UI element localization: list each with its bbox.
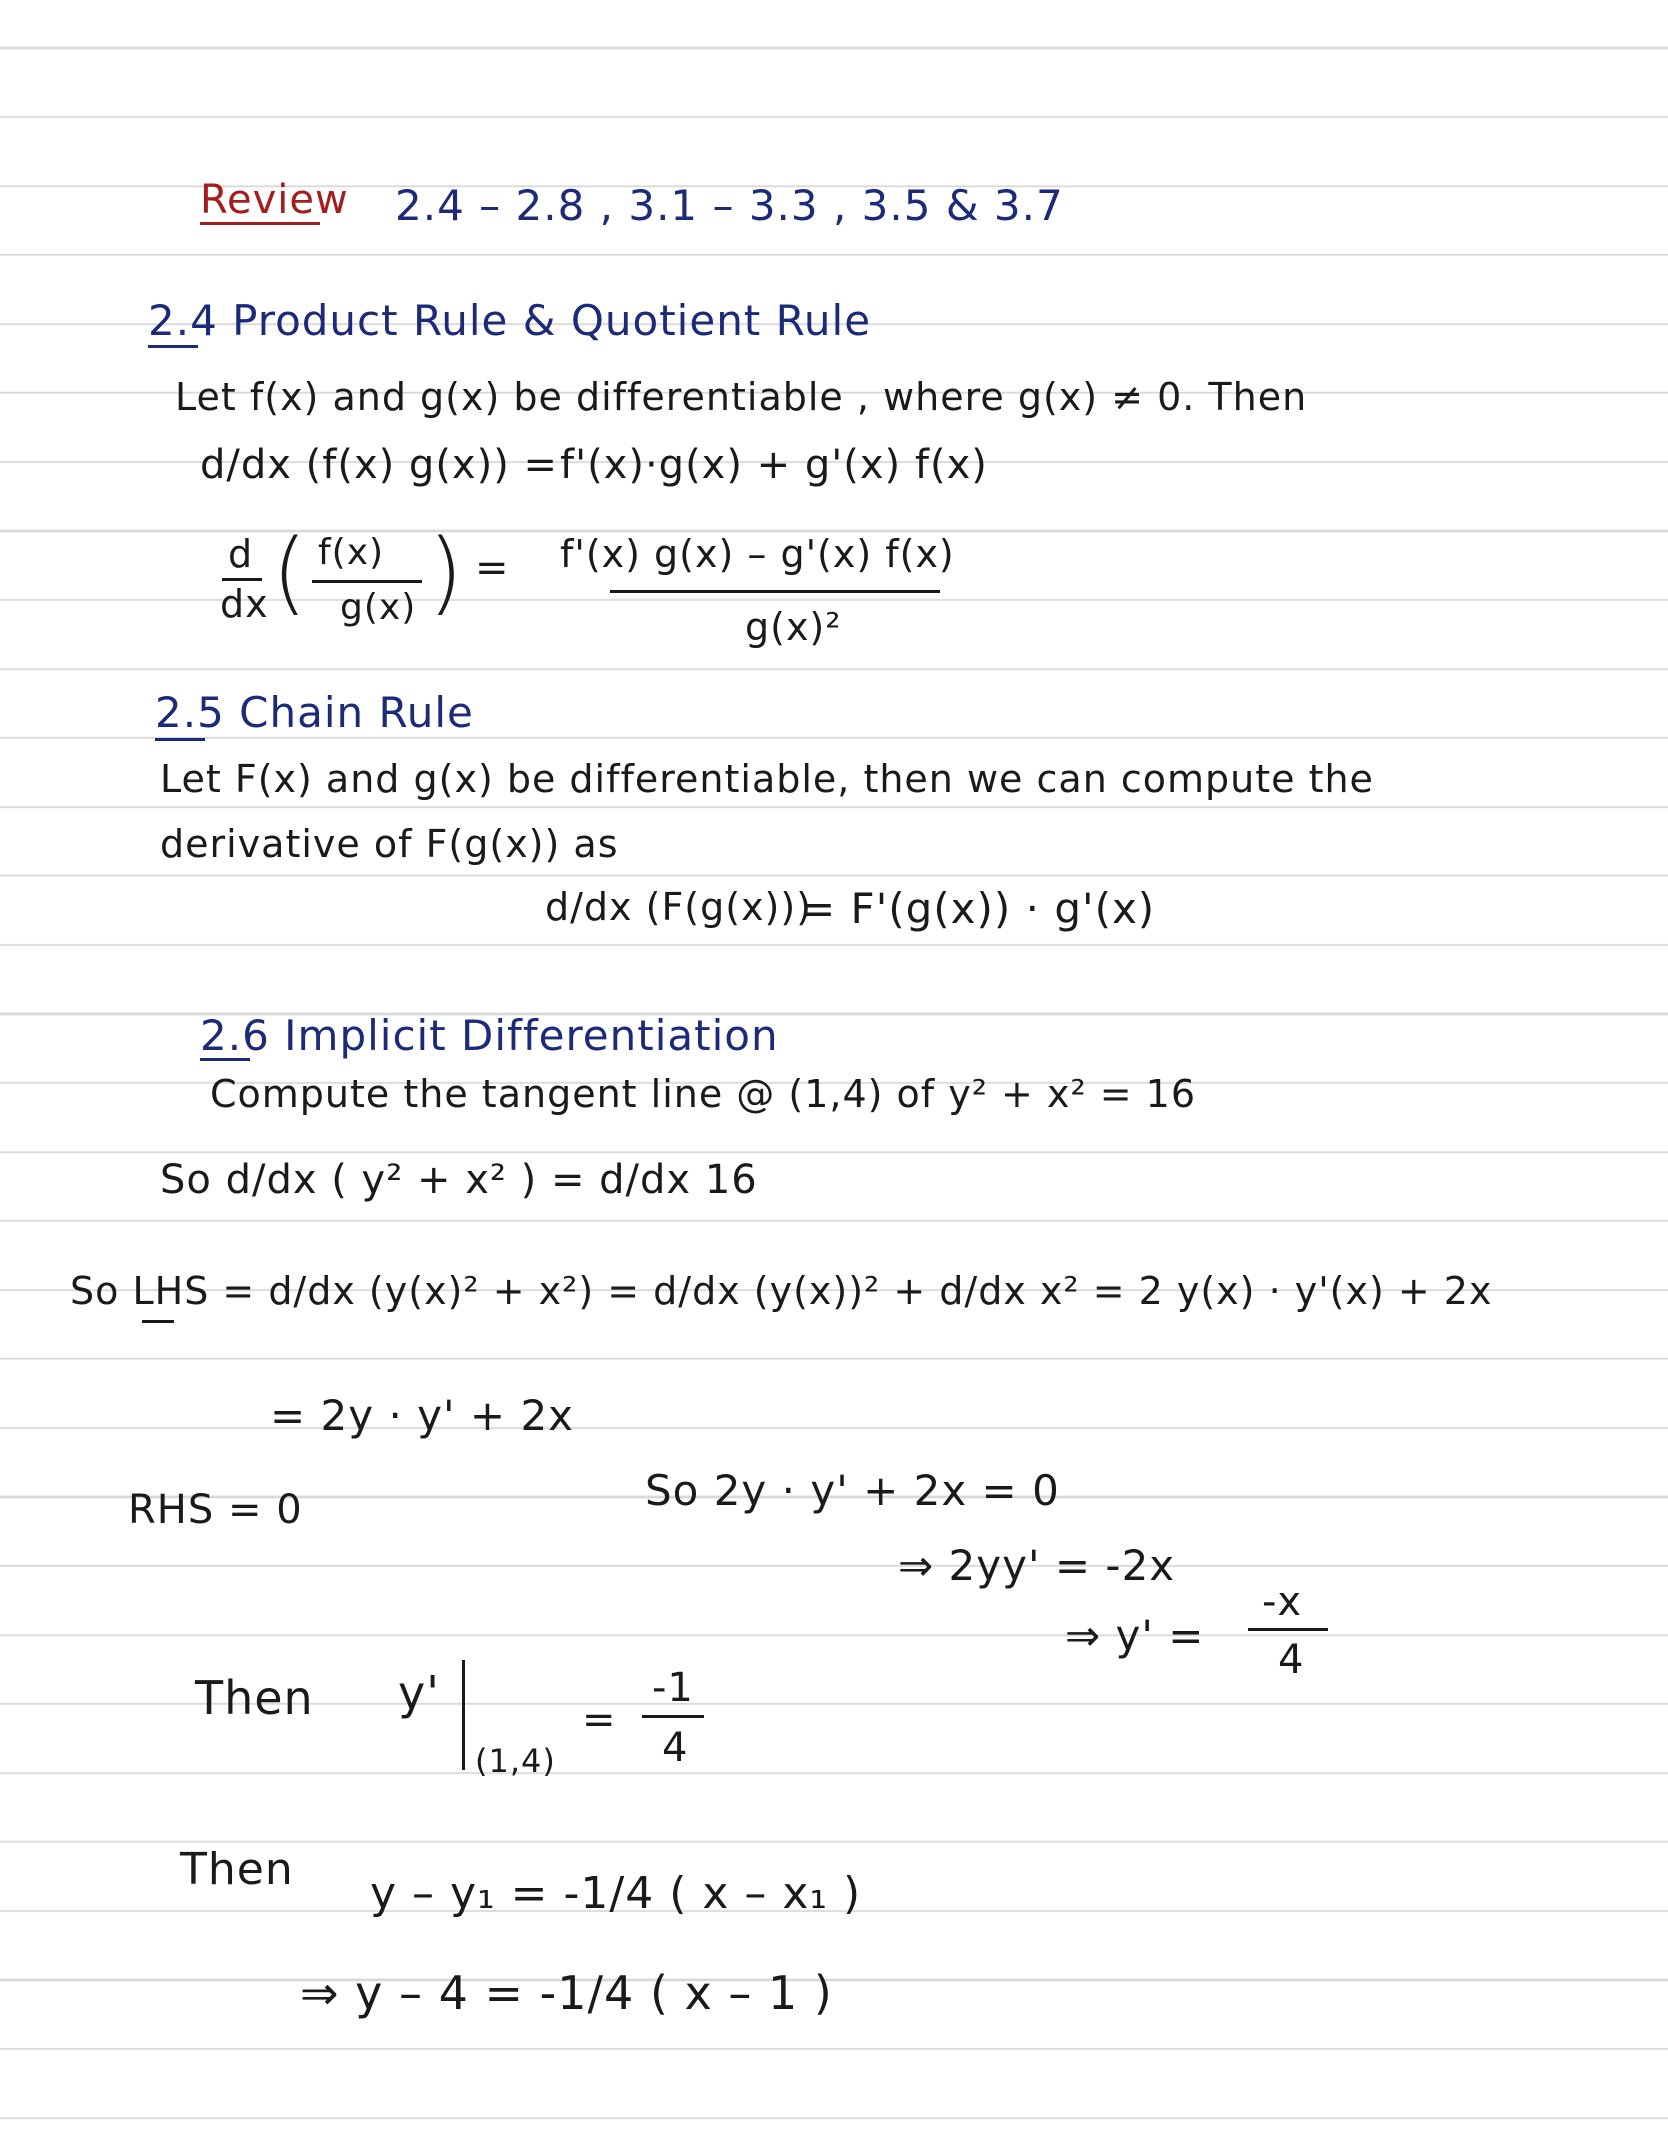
quotient-lhs-numerator: f(x)	[318, 532, 385, 573]
then-1-label: Then	[195, 1671, 314, 1725]
then-1-point: (1,4)	[475, 1742, 556, 1780]
solve-line-2: ⇒ 2yy' = -2x	[898, 1541, 1176, 1590]
quotient-rhs-bar	[610, 590, 940, 593]
product-rule-intro: Let f(x) and g(x) be differentiable , where g(x) ≠ 0. Then	[175, 375, 1308, 419]
rhs-value: RHS = 0	[128, 1487, 303, 1533]
quotient-d-bar	[222, 578, 262, 581]
chain-rule-formula-rhs: = F'(g(x)) · g'(x)	[800, 884, 1156, 933]
implicit-step-2: So LHS = d/dx (y(x)² + x²) = d/dx (y(x))² + d/dx x² = 2 y(x) · y'(x) + 2x	[70, 1269, 1493, 1313]
review-sections: 2.4 – 2.8 , 3.1 – 3.3 , 3.5 & 3.7	[395, 181, 1064, 230]
solve-line-3-bar	[1248, 1628, 1328, 1631]
chain-rule-line-1: Let F(x) and g(x) be differentiable, then we can compute the	[160, 757, 1374, 801]
evaluation-bar	[462, 1660, 465, 1770]
solve-line-3-numerator: -x	[1262, 1579, 1303, 1625]
section-2-6-underline	[200, 1058, 250, 1061]
then-1-numerator: -1	[652, 1665, 694, 1711]
then-2-label: Then	[180, 1844, 294, 1895]
chain-rule-line-2: derivative of F(g(x)) as	[160, 822, 619, 866]
section-2-4-underline	[148, 345, 198, 348]
quotient-open-paren: (	[272, 520, 309, 625]
solve-line-3: ⇒ y' =	[1065, 1611, 1205, 1660]
chain-rule-formula-lhs: d/dx (F(g(x)))	[545, 885, 813, 929]
review-underline	[200, 222, 320, 225]
implicit-task: Compute the tangent line @ (1,4) of y² + x² = 16	[210, 1072, 1197, 1116]
product-rule-lhs: d/dx (f(x) g(x)) =	[200, 442, 559, 488]
section-2-6-heading: 2.6 Implicit Differentiation	[200, 1011, 779, 1060]
review-label: Review	[200, 177, 349, 223]
tangent-line-1: y – y₁ = -1/4 ( x – x₁ )	[370, 1868, 862, 1919]
solve-line-3-denominator: 4	[1278, 1637, 1305, 1683]
then-1-equals: =	[582, 1697, 617, 1743]
quotient-close-paren: )	[428, 520, 465, 625]
quotient-rhs-numerator: f'(x) g(x) – g'(x) f(x)	[560, 532, 955, 576]
product-rule-rhs: f'(x)·g(x) + g'(x) f(x)	[560, 442, 988, 488]
quotient-lhs-denominator: g(x)	[340, 587, 417, 628]
implicit-step-1: So d/dx ( y² + x² ) = d/dx 16	[160, 1157, 758, 1203]
quotient-dx: dx	[220, 582, 269, 626]
then-1-y-prime: y'	[398, 1666, 440, 1720]
tangent-line-2: ⇒ y – 4 = -1/4 ( x – 1 )	[300, 1966, 833, 2020]
quotient-lhs-bar	[312, 580, 422, 583]
solve-line-1: So 2y · y' + 2x = 0	[645, 1466, 1060, 1515]
section-2-5-underline	[155, 738, 205, 741]
then-1-denominator: 4	[662, 1725, 689, 1771]
quotient-equals: =	[475, 545, 510, 591]
section-2-4-heading: 2.4 Product Rule & Quotient Rule	[148, 296, 872, 345]
implicit-step-3: = 2y · y' + 2x	[270, 1391, 575, 1440]
quotient-d: d	[228, 532, 254, 576]
section-2-5-heading: 2.5 Chain Rule	[155, 688, 474, 737]
quotient-rhs-denominator: g(x)²	[745, 605, 842, 649]
then-1-bar	[642, 1715, 704, 1718]
lhs-underline	[142, 1320, 174, 1323]
